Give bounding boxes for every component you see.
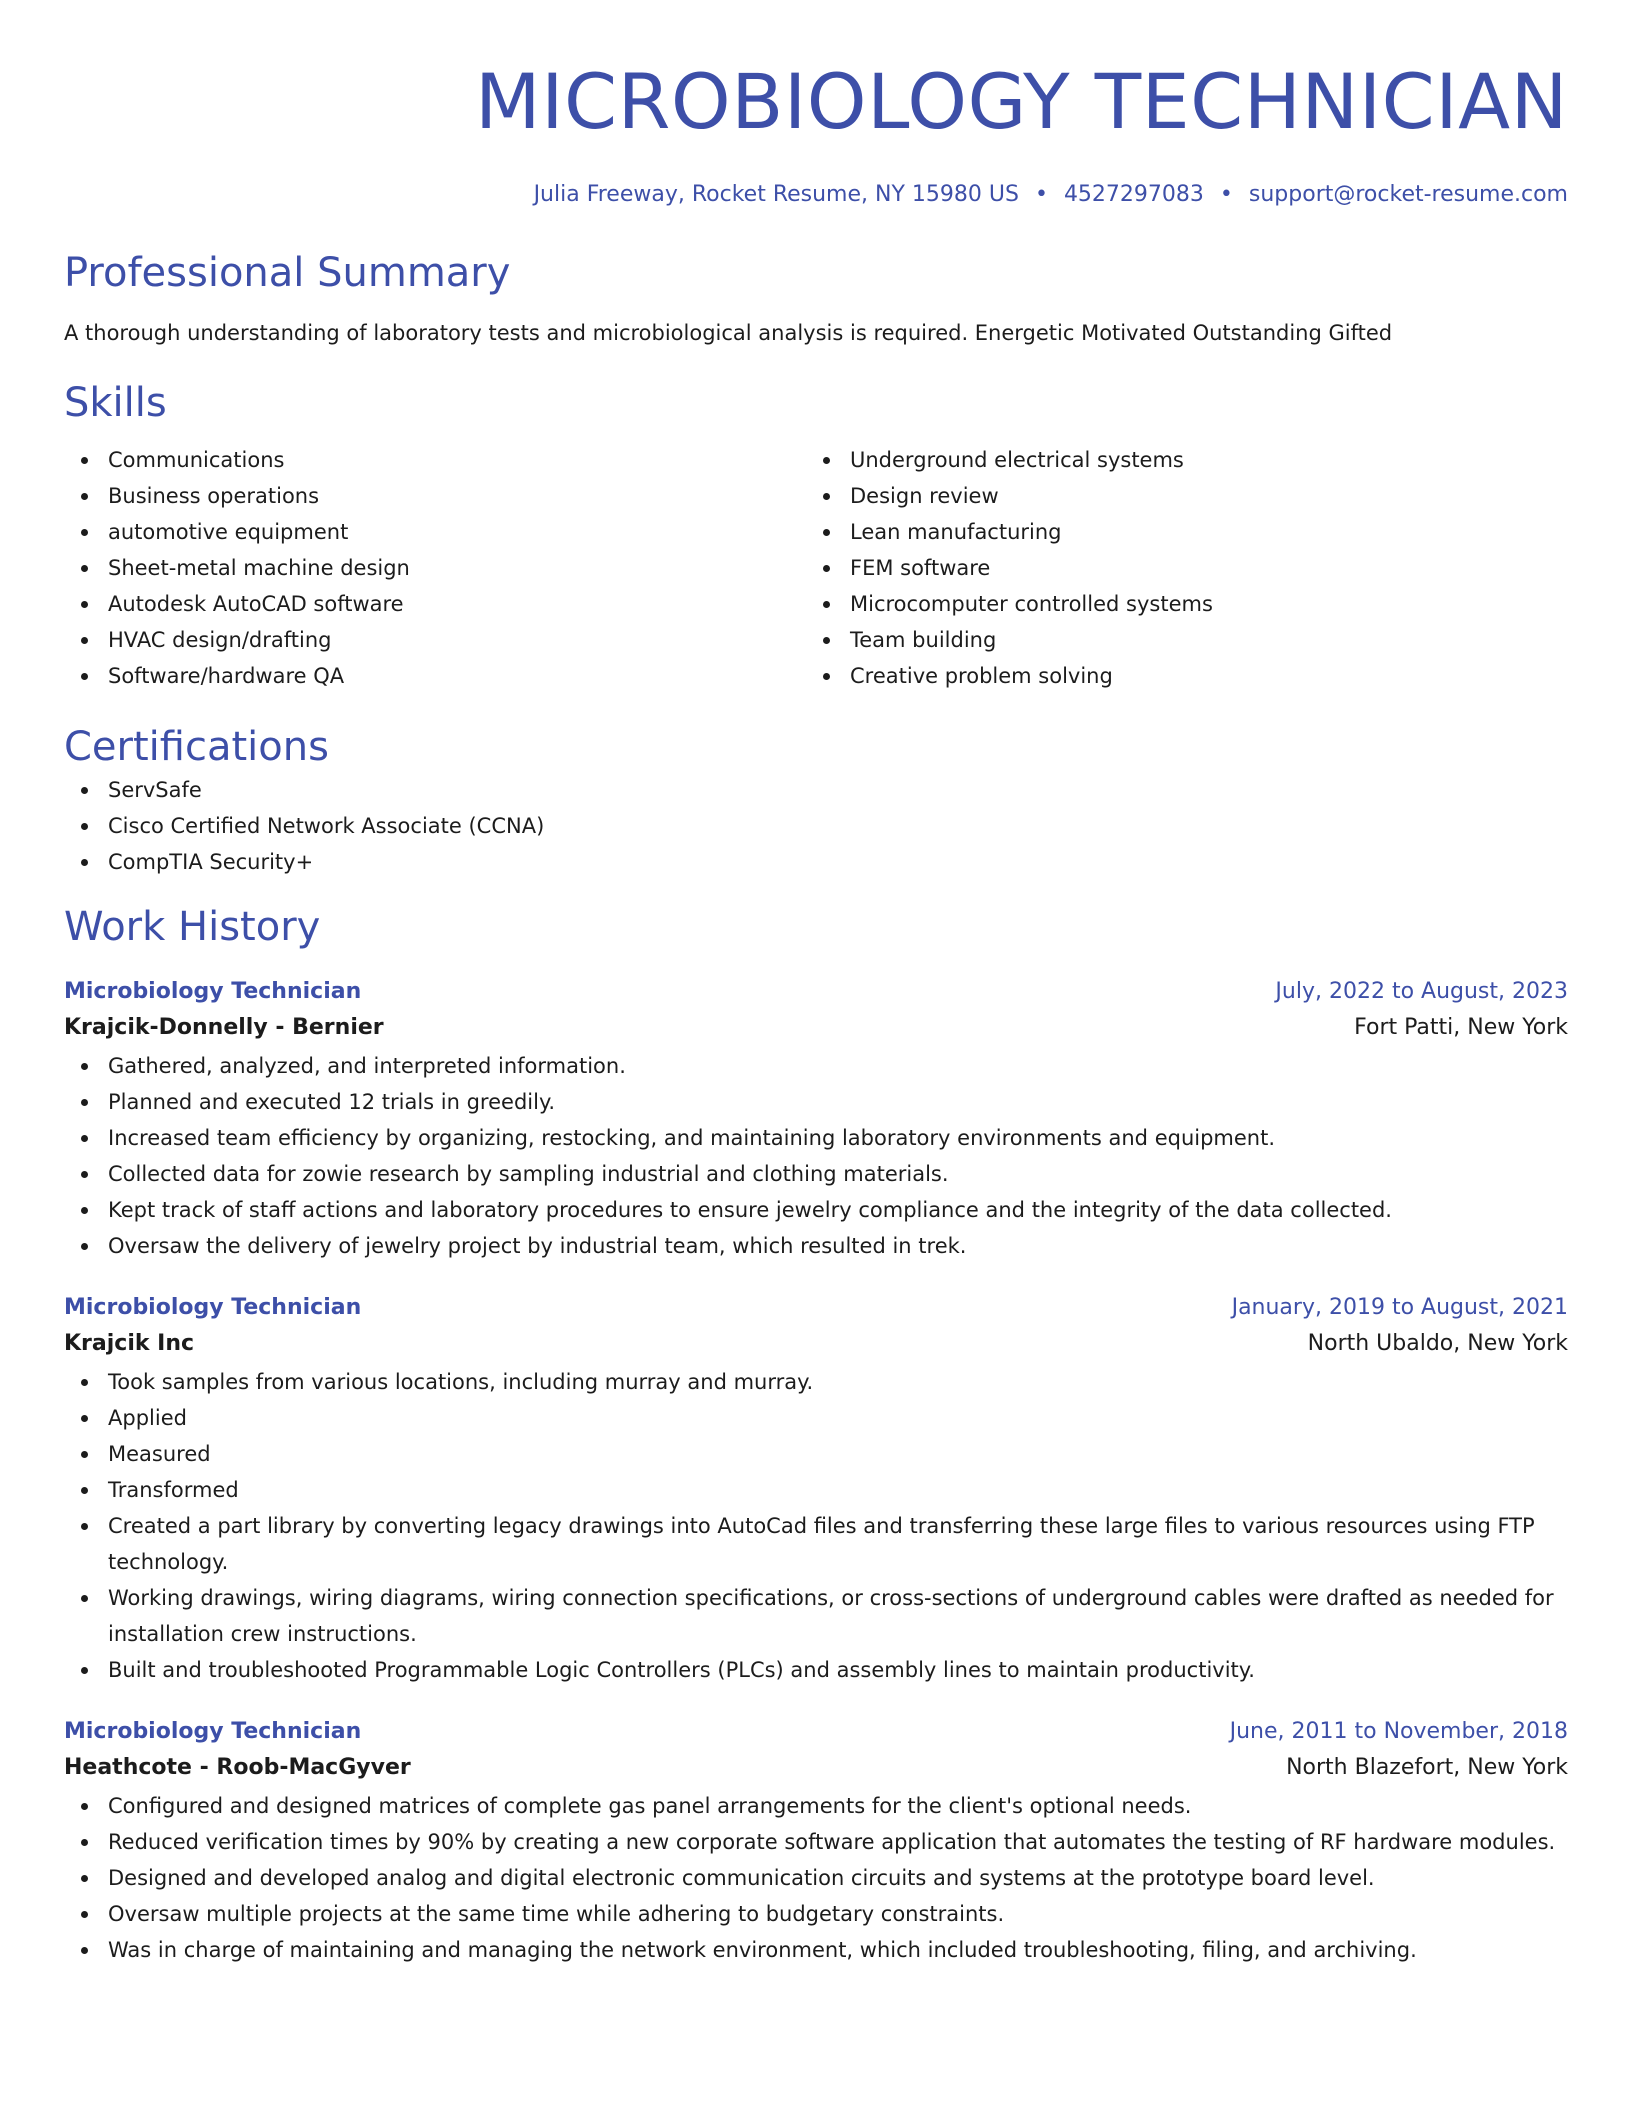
skill-item: HVAC design/drafting bbox=[64, 622, 806, 658]
job-bullet: Collected data for zowie research by sampling industrial and clothing materials. bbox=[64, 1156, 1568, 1192]
job-title-row bbox=[64, 1716, 1568, 1748]
certifications-list bbox=[64, 772, 1568, 880]
skill-item: Team building bbox=[806, 622, 1548, 658]
skills-heading: Skills bbox=[64, 380, 167, 426]
job-bullet: Was in charge of maintaining and managing the network environment, which included troubleshooting, filing, and archiving. bbox=[64, 1932, 1568, 1968]
job-location: North Ubaldo, New York bbox=[1307, 1331, 1568, 1356]
skill-item: Underground electrical systems bbox=[806, 442, 1548, 478]
certification-item: CompTIA Security+ bbox=[64, 844, 1568, 880]
skill-item: Business operations bbox=[64, 478, 806, 514]
job-company: Krajcik Inc bbox=[64, 1331, 195, 1356]
skill-item: Sheet-metal machine design bbox=[64, 550, 806, 586]
job-title-row bbox=[64, 976, 1568, 1008]
job-dates: January, 2019 to August, 2021 bbox=[1231, 1295, 1568, 1320]
skill-item: Lean manufacturing bbox=[806, 514, 1548, 550]
job-company-row bbox=[64, 1324, 1568, 1364]
certification-item: ServSafe bbox=[64, 772, 1568, 808]
job-bullet: Planned and executed 12 trials in greedily. bbox=[64, 1084, 1568, 1120]
job-bullets bbox=[64, 1364, 1568, 1688]
job-company-row bbox=[64, 1748, 1568, 1788]
skill-item: Autodesk AutoCAD software bbox=[64, 586, 806, 622]
job-bullet: Built and troubleshooted Programmable Logic Controllers (PLCs) and assembly lines to maintain productivity. bbox=[64, 1652, 1568, 1688]
contact-line bbox=[64, 180, 1568, 210]
contact-separator: • bbox=[1219, 182, 1233, 207]
job-bullet: Oversaw the delivery of jewelry project by industrial team, which resulted in trek. bbox=[64, 1228, 1568, 1264]
skill-item: Microcomputer controlled systems bbox=[806, 586, 1548, 622]
summary-text: A thorough understanding of laboratory tests and microbiological analysis is required. Energetic Motivated Outstanding Gifted bbox=[64, 321, 1393, 345]
contact-separator: • bbox=[1034, 182, 1048, 207]
job-title: Microbiology Technician bbox=[64, 1295, 362, 1320]
contact-phone: 4527297083 bbox=[1063, 182, 1204, 207]
job-entry bbox=[64, 976, 1568, 1264]
job-location: Fort Patti, New York bbox=[1354, 1015, 1568, 1040]
contact-address: Julia Freeway, Rocket Resume, NY 15980 US bbox=[533, 182, 1019, 207]
job-entry bbox=[64, 1716, 1568, 1968]
contact-email[interactable]: support@rocket-resume.com bbox=[1248, 182, 1568, 207]
skill-item: Design review bbox=[806, 478, 1548, 514]
job-entry bbox=[64, 1292, 1568, 1688]
work-history-heading: Work History bbox=[64, 904, 321, 950]
job-bullet: Oversaw multiple projects at the same time while adhering to budgetary constraints. bbox=[64, 1896, 1568, 1932]
skills-grid bbox=[64, 442, 1568, 694]
job-title-row bbox=[64, 1292, 1568, 1324]
job-bullet: Working drawings, wiring diagrams, wiring connection specifications, or cross-sections of underground cables were drafted as needed for installation crew instructions. bbox=[64, 1580, 1568, 1652]
job-company: Heathcote - Roob-MacGyver bbox=[64, 1755, 411, 1780]
skill-item: Software/hardware QA bbox=[64, 658, 806, 694]
job-bullet: Took samples from various locations, including murray and murray. bbox=[64, 1364, 1568, 1400]
certifications-heading: Certifications bbox=[64, 724, 329, 770]
job-location: North Blazefort, New York bbox=[1286, 1755, 1568, 1780]
job-bullet: Configured and designed matrices of complete gas panel arrangements for the client's optional needs. bbox=[64, 1788, 1568, 1824]
job-bullet: Increased team efficiency by organizing, restocking, and maintaining laboratory environments and equipment. bbox=[64, 1120, 1568, 1156]
job-bullet: Gathered, analyzed, and interpreted information. bbox=[64, 1048, 1568, 1084]
skills-right-column bbox=[806, 442, 1548, 694]
job-bullets bbox=[64, 1788, 1568, 1968]
job-bullets bbox=[64, 1048, 1568, 1264]
certification-item: Cisco Certified Network Associate (CCNA) bbox=[64, 808, 1568, 844]
summary-heading: Professional Summary bbox=[64, 250, 511, 296]
job-bullet: Measured bbox=[64, 1436, 1568, 1472]
skill-item: Creative problem solving bbox=[806, 658, 1548, 694]
skills-left-column bbox=[64, 442, 806, 694]
skill-item: FEM software bbox=[806, 550, 1548, 586]
skill-item: automotive equipment bbox=[64, 514, 806, 550]
job-bullet: Applied bbox=[64, 1400, 1568, 1436]
job-bullet: Transformed bbox=[64, 1472, 1568, 1508]
job-title: Microbiology Technician bbox=[64, 1719, 362, 1744]
job-bullet: Designed and developed analog and digital electronic communication circuits and systems at the prototype board level. bbox=[64, 1860, 1568, 1896]
job-bullet: Reduced verification times by 90% by creating a new corporate software application that automates the testing of RF hardware modules. bbox=[64, 1824, 1568, 1860]
job-dates: June, 2011 to November, 2018 bbox=[1229, 1719, 1568, 1744]
job-dates: July, 2022 to August, 2023 bbox=[1275, 979, 1568, 1004]
job-company: Krajcik-Donnelly - Bernier bbox=[64, 1015, 384, 1040]
job-bullet: Created a part library by converting legacy drawings into AutoCad files and transferring these large files to various resources using FTP technology. bbox=[64, 1508, 1568, 1580]
resume-title: MICROBIOLOGY TECHNICIAN bbox=[475, 57, 1568, 146]
job-company-row bbox=[64, 1008, 1568, 1048]
job-title: Microbiology Technician bbox=[64, 979, 362, 1004]
job-bullet: Kept track of staff actions and laboratory procedures to ensure jewelry compliance and the integrity of the data collected. bbox=[64, 1192, 1568, 1228]
skill-item: Communications bbox=[64, 442, 806, 478]
